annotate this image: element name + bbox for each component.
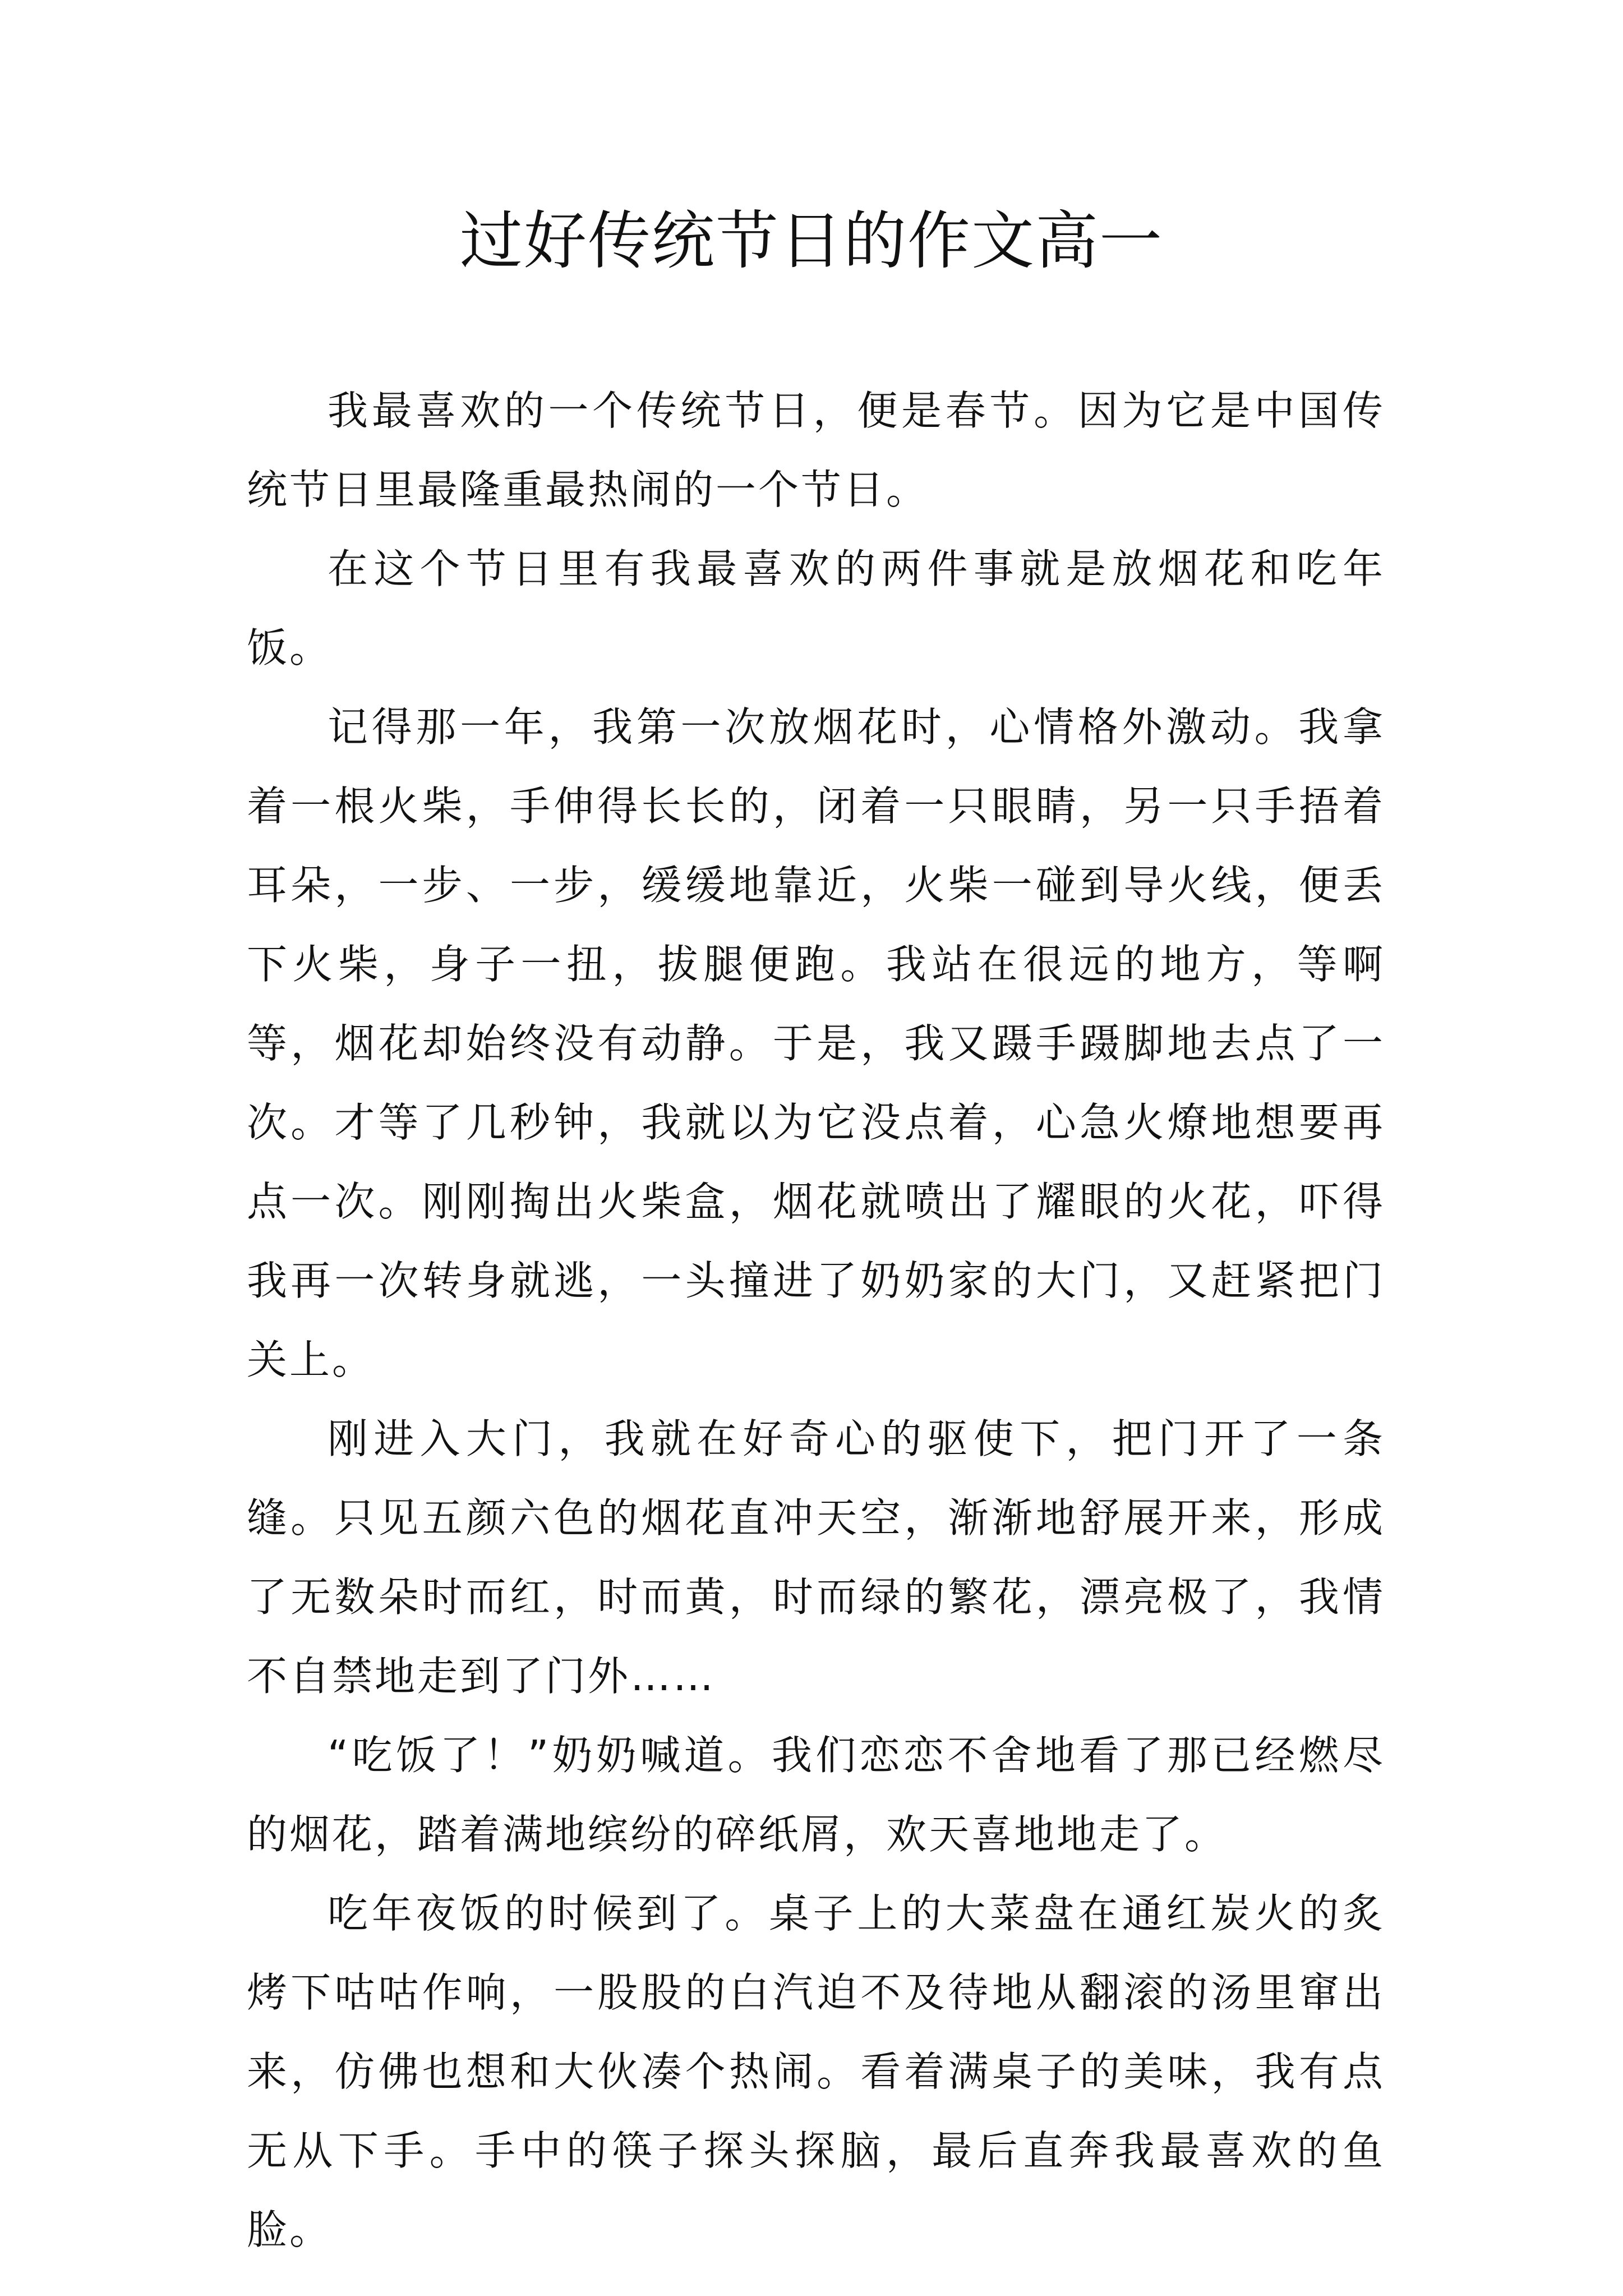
paragraph: 在这个节日里有我最喜欢的两件事就是放烟花和吃年饭。	[247, 545, 1385, 671]
paragraph: “吃饭了！”奶奶喊道。我们恋恋不舍地看了那已经燃尽的烟花，踏着满地缤纷的碎纸屑，欢天喜地地走了。	[247, 1732, 1385, 1858]
paragraph: 吃年夜饭的时候到了。桌子上的大菜盘在通红炭火的炙烤下咕咕作响，一股股的白汽迫不及待地从翻滚的汤里窜出来，仿佛也想和大伙凑个热闹。看着满桌子的美味，我有点无从下手。手中的筷子探头探脑，最后直奔我最喜欢的鱼脸。	[247, 1890, 1385, 2253]
document-title: 过好传统节日的作文高一	[460, 205, 1163, 278]
document-body	[247, 371, 1385, 2270]
paragraph: 我最喜欢的一个传统节日，便是春节。因为它是中国传统节日里最隆重最热闹的一个节日。	[247, 387, 1385, 513]
paragraph: 刚进入大门，我就在好奇心的驱使下，把门开了一条缝。只见五颜六色的烟花直冲天空，渐渐地舒展开来，形成了无数朵时而红，时而黄，时而绿的繁花，漂亮极了，我情不自禁地走到了门外……	[247, 1415, 1385, 1700]
paragraph: 记得那一年，我第一次放烟花时，心情格外激动。我拿着一根火柴，手伸得长长的，闭着一只眼睛，另一只手捂着耳朵，一步、一步，缓缓地靠近，火柴一碰到导火线，便丢下火柴，身子一扭，拔腿便跑。我站在很远的地方，等啊等，烟花却始终没有动静。于是，我又蹑手蹑脚地去点了一次。才等了几秒钟，我就以为它没点着，心急火燎地想要再点一次。刚刚掏出火柴盒，烟花就喷出了耀眼的火花，吓得我再一次转身就逃，一头撞进了奶奶家的大门，又赶紧把门关上。	[247, 703, 1385, 1383]
